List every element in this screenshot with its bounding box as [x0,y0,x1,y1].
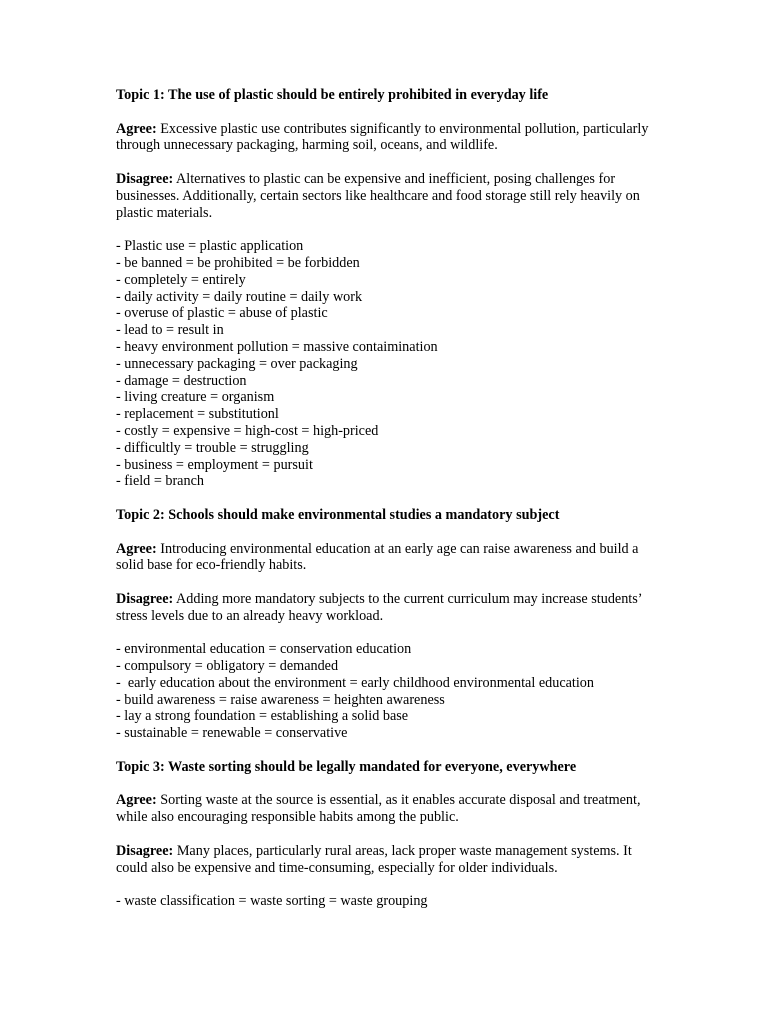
vocab-item: - lay a strong foundation = establishing a solid base [116,708,409,725]
agree-label: Agree: [116,792,157,809]
agree-text: Sorting waste at the source is essential, as it enables accurate disposal and treatment, while also encouraging responsible habits among the public. [116,792,641,826]
vocab-item: - be banned = be prohibited = be forbidden [116,254,360,271]
topic-3-title: Topic 3: Waste sorting should be legally mandated for everyone, everywhere [116,758,577,775]
vocab-item: - environmental education = conservation education [116,641,412,658]
agree-text: Excessive plastic use contributes significantly to environmental pollution, particularly through unnecessary packaging, harming soil, oceans, and wildlife. [116,120,649,154]
vocab-item: - overuse of plastic = abuse of plastic [116,305,328,322]
vocab-item: - costly = expensive = high-cost = high-priced [116,422,379,439]
vocab-item: - unnecessary packaging = over packaging [116,355,358,372]
topic-1-vocab-list [116,238,656,490]
topic-3-section [116,759,656,910]
topic-3-agree-paragraph [116,792,656,826]
topic-1-disagree-paragraph [116,171,656,221]
agree-label: Agree: [116,120,157,137]
topic-1-section [116,87,656,507]
vocab-item: - field = branch [116,473,204,490]
vocab-item: - completely = entirely [116,271,246,288]
vocab-item: - daily activity = daily routine = daily work [116,288,363,305]
disagree-text: Many places, particularly rural areas, lack proper waste management systems. It could also be expensive and time-consuming, especially for older individuals. [116,842,632,876]
vocab-item: - sustainable = renewable = conservative [116,725,348,742]
vocab-item: - lead to = result in [116,322,224,339]
vocab-item: - compulsory = obligatory = demanded [116,658,339,675]
disagree-label: Disagree: [116,590,174,607]
vocab-item: - living creature = organism [116,389,275,406]
topic-2-disagree-paragraph [116,591,656,625]
disagree-text: Adding more mandatory subjects to the current curriculum may increase students’ stress levels due to an already heavy workload. [116,590,642,624]
disagree-text: Alternatives to plastic can be expensive and inefficient, posing challenges for businesses. Additionally, certain sectors like healthcare and food storage still rely heavily on plastic materials. [116,170,640,221]
agree-label: Agree: [116,540,157,557]
disagree-label: Disagree: [116,170,174,187]
topic-2-section [116,507,656,759]
topic-3-vocab-list [116,893,656,910]
agree-text: Introducing environmental education at an early age can raise awareness and build a solid base for eco-friendly habits. [116,540,639,574]
disagree-label: Disagree: [116,842,174,859]
vocab-item: - build awareness = raise awareness = heighten awareness [116,691,445,708]
vocab-item: - early education about the environment = early childhood environmental education [116,674,594,691]
topic-3-disagree-paragraph [116,843,656,877]
document-page [116,87,656,910]
topic-2-agree-paragraph [116,541,656,575]
vocab-item: - damage = destruction [116,372,247,389]
vocab-item: - replacement = substitutionl [116,406,279,423]
topic-1-agree-paragraph [116,121,656,155]
vocab-item: - waste classification = waste sorting = waste grouping [116,893,428,910]
topic-2-vocab-list [116,641,656,742]
vocab-item: - difficultly = trouble = struggling [116,439,309,456]
topic-1-title: Topic 1: The use of plastic should be entirely prohibited in everyday life [116,87,549,103]
topic-2-title: Topic 2: Schools should make environmental studies a mandatory subject [116,506,560,523]
vocab-item: - Plastic use = plastic application [116,238,304,255]
vocab-item: - heavy environment pollution = massive contaimination [116,338,438,355]
vocab-item: - business = employment = pursuit [116,456,313,473]
